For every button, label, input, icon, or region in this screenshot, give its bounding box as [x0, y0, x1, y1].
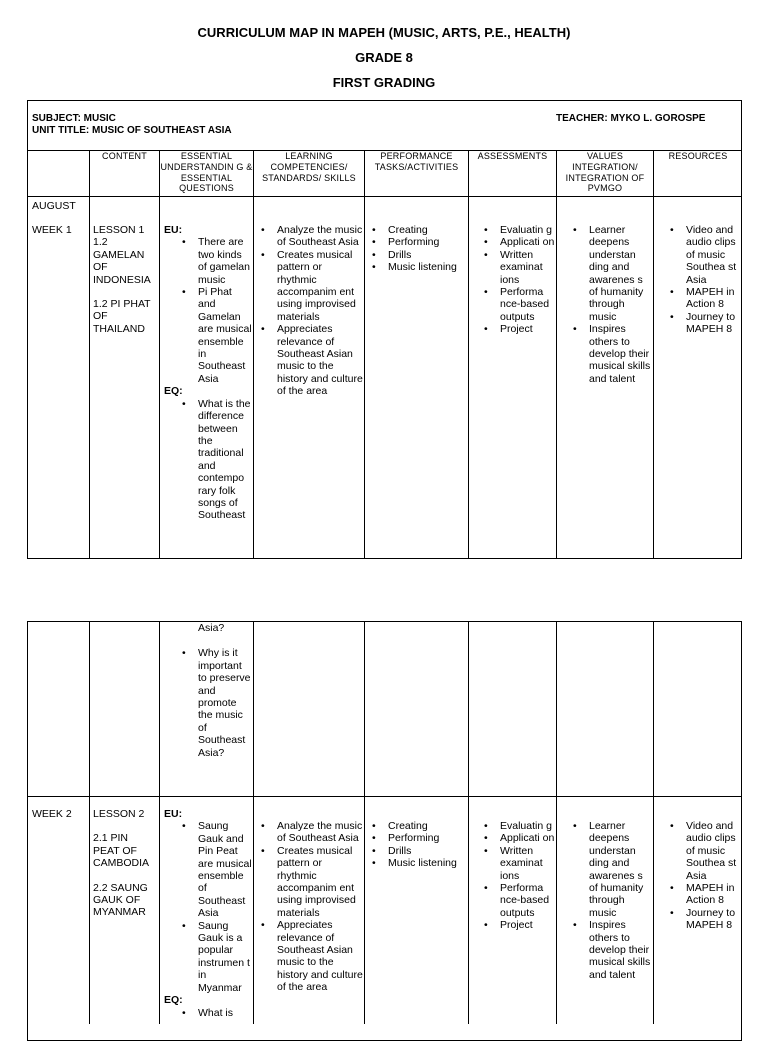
column-header-competencies: LEARNING COMPETENCIES/ STANDARDS/ SKILLS — [262, 151, 356, 183]
column-header-assessments: ASSESSMENTS — [477, 151, 548, 161]
divider — [364, 621, 365, 1024]
values-cell — [567, 224, 652, 385]
essential-cell — [164, 224, 252, 558]
document-title: CURRICULUM MAP IN MAPEH (MUSIC, ARTS, P.E., HEALTH) — [197, 25, 571, 40]
divider — [27, 796, 742, 797]
tasks-cell — [366, 224, 467, 274]
teacher-label: TEACHER: MYKO L. GOROSPE — [556, 113, 706, 124]
divider — [89, 621, 90, 1024]
list-item: • Learner deepens understan ding and awarenes s of humanity through music — [567, 820, 652, 919]
list-item: • Analyze the music of Southeast Asia — [255, 820, 363, 845]
column-header-content: CONTENT — [102, 151, 147, 161]
divider — [653, 150, 654, 559]
lesson-topic: 1.2 PI PHAT OF THAILAND — [93, 298, 151, 335]
subject-label: SUBJECT: MUSIC — [32, 113, 116, 124]
eu-label: EU: — [164, 224, 183, 236]
lesson-topic: 2.1 PIN PEAT OF CAMBODIA — [93, 832, 150, 870]
eq-label: EQ: — [164, 385, 183, 398]
list-item: • Music listening — [366, 857, 467, 869]
lesson-label: LESSON 1 — [93, 224, 145, 236]
column-header-resources: RESOURCES — [668, 151, 728, 161]
list-item: • What is the difference between the traditional and contempo rary folk songs of Southeast — [176, 398, 252, 522]
list-item: • Project — [478, 323, 555, 335]
column-header-values: VALUES INTEGRATION/ INTEGRATION OF PVMGO — [565, 151, 645, 194]
list-item: • Journey to MAPEH 8 — [664, 907, 740, 932]
list-item: • Saung Gauk is a popular instrumen t in Myanmar — [176, 920, 252, 994]
divider — [27, 196, 742, 197]
list-item: • Inspires others to develop their musical skills and talent — [567, 919, 652, 981]
unit-title-label: UNIT TITLE: MUSIC OF SOUTHEAST ASIA — [32, 125, 232, 136]
grading-period: FIRST GRADING — [332, 75, 436, 90]
essential-cell-continued — [164, 622, 252, 759]
list-item: • Performing — [366, 236, 467, 248]
list-item: • What is — [176, 1007, 252, 1019]
list-item: • Learner deepens understan ding and awarenes s of humanity through music — [567, 224, 652, 323]
divider — [159, 621, 160, 1024]
week-label: WEEK 1 — [32, 224, 72, 236]
list-item: • Applicati on — [478, 832, 555, 844]
list-item: • There are two kinds of gamelan music — [176, 236, 252, 286]
list-item: • Appreciates relevance of Southeast Asian music to the history and culture of the area — [255, 323, 363, 397]
column-header-tasks: PERFORMANCE TASKS/ACTIVITIES — [374, 151, 459, 172]
list-item: • Drills — [366, 249, 467, 261]
list-item: • MAPEH in Action 8 — [664, 882, 740, 907]
list-item: • Journey to MAPEH 8 — [664, 311, 740, 336]
list-item: • Why is it important to preserve and promote the music of Southeast Asia? — [176, 647, 252, 759]
list-item: • Creates musical pattern or rhythmic accompanim ent using improvised materials — [255, 249, 363, 323]
divider — [556, 621, 557, 1024]
divider — [468, 621, 469, 1024]
essential-cell — [164, 808, 252, 1024]
list-item: • Saung Gauk and Pin Peat are musical ensemble of Southeast Asia — [176, 820, 252, 919]
divider — [89, 150, 90, 559]
eq-label: EQ: — [164, 994, 183, 1007]
column-header-essential: ESSENTIAL UNDERSTANDIN G & ESSENTIAL QUESTIONS — [160, 151, 253, 194]
lesson-label: LESSON 2 — [93, 808, 145, 820]
list-item: • Inspires others to develop their musical skills and talent — [567, 323, 652, 385]
tasks-cell — [366, 820, 467, 870]
continued-text: Asia? — [198, 622, 225, 634]
list-item: • Written examinat ions — [478, 249, 555, 286]
list-item: • Evaluatin g — [478, 224, 555, 236]
competencies-cell — [255, 224, 363, 398]
divider — [364, 150, 365, 559]
content-cell — [93, 224, 157, 335]
list-item: • Performing — [366, 832, 467, 844]
content-cell — [93, 808, 157, 919]
month-label: AUGUST — [32, 200, 76, 212]
list-item: • Project — [478, 919, 555, 931]
eu-label: EU: — [164, 808, 183, 820]
values-cell — [567, 820, 652, 981]
list-item: • Creating — [366, 820, 467, 832]
assessments-cell — [478, 820, 555, 932]
list-item: • Drills — [366, 845, 467, 857]
divider — [556, 150, 557, 559]
divider — [653, 621, 654, 1024]
list-item: • Evaluatin g — [478, 820, 555, 832]
assessments-cell — [478, 224, 555, 336]
resources-cell — [664, 820, 740, 932]
divider — [253, 150, 254, 559]
list-item: • Music listening — [366, 261, 467, 273]
lesson-topic: 2.2 SAUNG GAUK OF MYANMAR — [93, 881, 148, 919]
list-item: • Written examinat ions — [478, 845, 555, 882]
divider — [468, 150, 469, 559]
divider — [159, 150, 160, 559]
list-item: • Video and audio clips of music Southea st Asia — [664, 820, 740, 882]
competencies-cell — [255, 820, 363, 1024]
list-item: • Creating — [366, 224, 467, 236]
list-item: • Creates musical pattern or rhythmic accompanim ent using improvised materials — [255, 845, 363, 919]
list-item: • Performa nce-based outputs — [478, 286, 555, 323]
list-item: • Performa nce-based outputs — [478, 882, 555, 919]
list-item: • Video and audio clips of music Southea st Asia — [664, 224, 740, 286]
resources-cell — [664, 224, 740, 336]
list-item: • Analyze the music of Southeast Asia — [255, 224, 363, 249]
week-label: WEEK 2 — [32, 808, 72, 820]
lesson-topic: 1.2 GAMELAN OF INDONESIA — [93, 236, 151, 286]
list-item: • Appreciates relevance of Southeast Asian music to the history and culture of the area — [255, 919, 363, 993]
list-item: • Applicati on — [478, 236, 555, 248]
list-item: • MAPEH in Action 8 — [664, 286, 740, 311]
list-item: • Pi Phat and Gamelan are musical ensemble in Southeast Asia — [176, 286, 252, 385]
divider — [253, 621, 254, 1024]
grade-level: GRADE 8 — [355, 50, 413, 65]
